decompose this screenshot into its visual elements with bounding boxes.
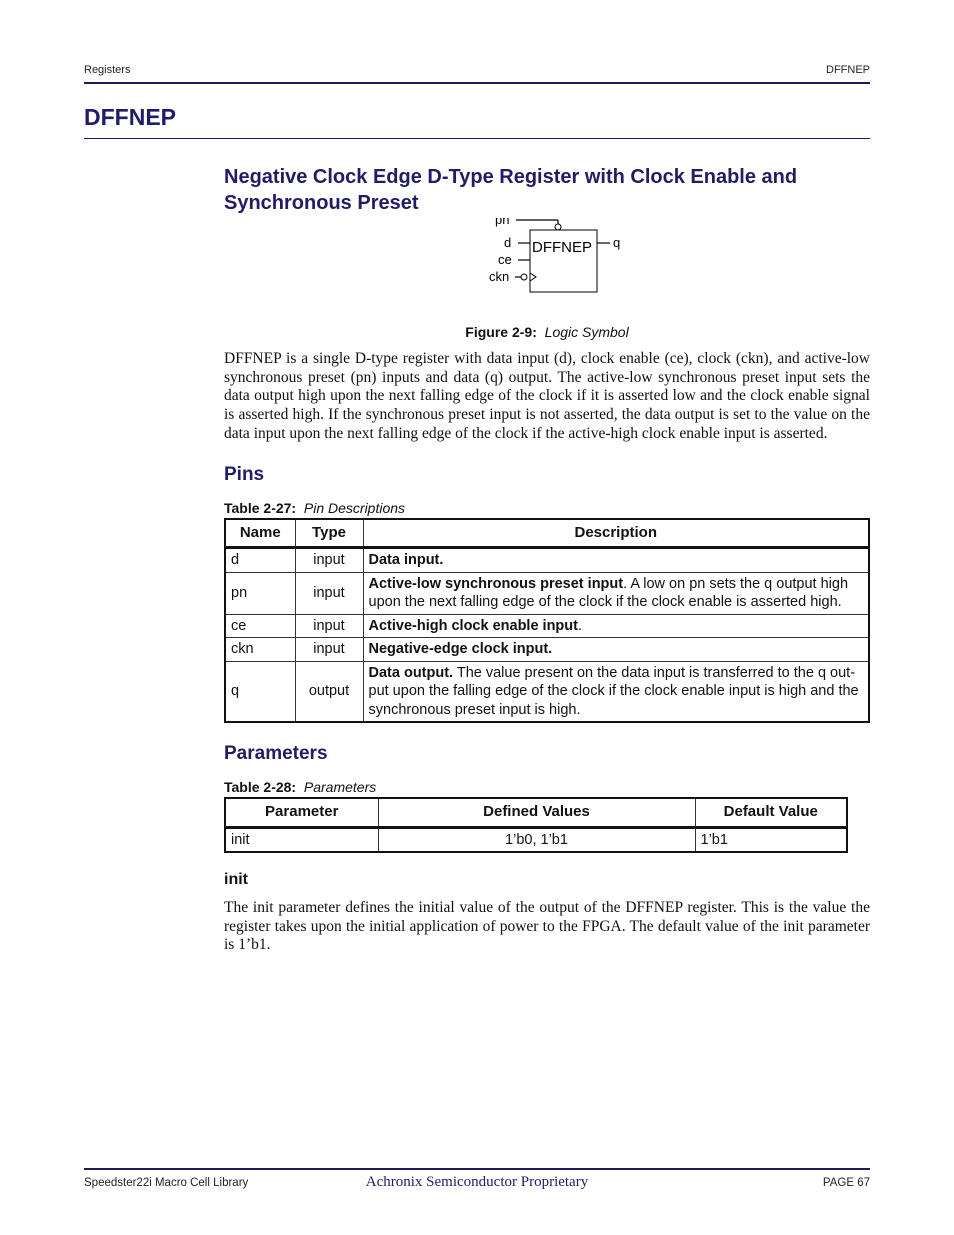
figure-caption-label: Figure 2-9: xyxy=(465,324,537,340)
pin-name: d xyxy=(225,548,295,573)
pin-type: output xyxy=(295,661,363,722)
pin-label-d: d xyxy=(504,235,512,250)
params-table-caption xyxy=(224,779,870,795)
pin-description-bold: Active-high clock enable input xyxy=(368,617,578,634)
table-row xyxy=(225,661,869,722)
init-heading: init xyxy=(224,871,248,889)
column-header: Default Value xyxy=(695,798,847,827)
pin-label-q: q xyxy=(613,235,621,250)
pin-label-ce: ce xyxy=(498,252,512,267)
table-row xyxy=(225,572,869,614)
column-header: Description xyxy=(363,519,869,548)
pin-type: input xyxy=(295,572,363,614)
table-header-row xyxy=(225,798,847,827)
running-header-left: Registers xyxy=(84,64,131,76)
pin-name: pn xyxy=(225,572,295,614)
pins-table-label: Table 2-27: xyxy=(224,499,297,516)
pin-description xyxy=(363,638,869,662)
footer-rule xyxy=(84,1168,870,1170)
pin-type: input xyxy=(295,548,363,573)
column-header: Parameter xyxy=(225,798,378,827)
pin-description-bold: Active-low synchronous preset input xyxy=(368,575,624,592)
page-title: DFFNEP xyxy=(84,104,176,130)
parameters-table xyxy=(224,797,848,853)
intro-paragraph: DFFNEP is a single D-type register with data input (d), clock enable (ce), clock (ckn), and active-low synchronous preset (pn) inputs and data (q) output. The active-low synchronous preset input sets the data output high upon the next falling edge of the clock if it is asserted low and the clock enable signal is asserted high. If the synchronous preset input is not asserted, the data output is set to the value on the data input upon the next falling edge of the clock if the active-high clock enable input is asserted. xyxy=(224,350,870,442)
title-rule xyxy=(84,138,870,139)
parameters-heading: Parameters xyxy=(224,743,328,765)
parameter-values: 1’b0, 1’b1 xyxy=(378,827,695,852)
page-number: PAGE 67 xyxy=(822,1177,870,1189)
main-content xyxy=(224,164,870,955)
footer-center: Achronix Semiconductor Proprietary xyxy=(365,1174,589,1190)
pins-table-caption xyxy=(224,500,870,516)
parameter-name: init xyxy=(225,827,378,852)
pin-label-ckn: ckn xyxy=(489,269,510,284)
pin-description xyxy=(363,661,869,722)
pin-description-rest: . xyxy=(577,617,583,634)
figure-caption xyxy=(224,324,870,340)
params-table-title: Parameters xyxy=(303,779,377,796)
pn-inversion-bubble xyxy=(555,224,561,230)
pin-description-bold: Data input. xyxy=(368,552,444,569)
column-header: Name xyxy=(225,519,295,548)
table-row xyxy=(225,548,869,573)
table-header-row xyxy=(225,519,869,548)
table-row xyxy=(225,614,869,638)
pin-description xyxy=(363,614,869,638)
header-rule xyxy=(84,82,870,84)
footer-left: Speedster22i Macro Cell Library xyxy=(84,1177,249,1189)
pins-table xyxy=(224,518,870,724)
pins-heading: Pins xyxy=(224,463,265,485)
pins-table-title: Pin Descriptions xyxy=(303,499,406,516)
params-table-label: Table 2-28: xyxy=(224,779,297,796)
pin-label-pn: pn xyxy=(495,218,510,227)
table-row xyxy=(225,827,847,852)
pin-description xyxy=(363,548,869,573)
ckn-inversion-bubble xyxy=(521,274,527,280)
pin-name: ce xyxy=(225,614,295,638)
pin-description xyxy=(363,572,869,614)
parameter-default: 1’b1 xyxy=(695,827,847,852)
column-header: Defined Values xyxy=(378,798,695,827)
figure-caption-text: Logic Symbol xyxy=(544,324,629,340)
pin-description-rest: . A low on pn sets the q output high upon the next falling edge of the clock if the clock enable is asserted high. xyxy=(368,575,849,611)
cell-subtitle: Negative Clock Edge D-Type Register with Clock Enable and Synchronous Preset xyxy=(224,166,798,214)
pin-description-rest: The value present on the data input is transferred to the q out-put upon the falling edge of the clock if the clock enable input is high and the synchronous preset input is high. xyxy=(368,664,859,718)
pin-type: input xyxy=(295,614,363,638)
pin-type: input xyxy=(295,638,363,662)
pin-description-bold: Data output. xyxy=(368,664,454,681)
pin-description-bold: Negative-edge clock input. xyxy=(368,641,553,658)
column-header: Type xyxy=(295,519,363,548)
table-row xyxy=(225,638,869,662)
init-paragraph: The init parameter defines the initial value of the output of the DFFNEP register. This is the value the register takes upon the initial application of power to the FPGA. The default value of the init parameter is 1’b1. xyxy=(224,899,870,954)
logic-symbol-diagram xyxy=(484,218,634,300)
pin-name: q xyxy=(225,661,295,722)
block-label: DFFNEP xyxy=(532,239,592,256)
pin-name: ckn xyxy=(225,638,295,662)
logic-symbol-figure xyxy=(224,218,870,308)
running-header-right: DFFNEP xyxy=(826,64,870,76)
